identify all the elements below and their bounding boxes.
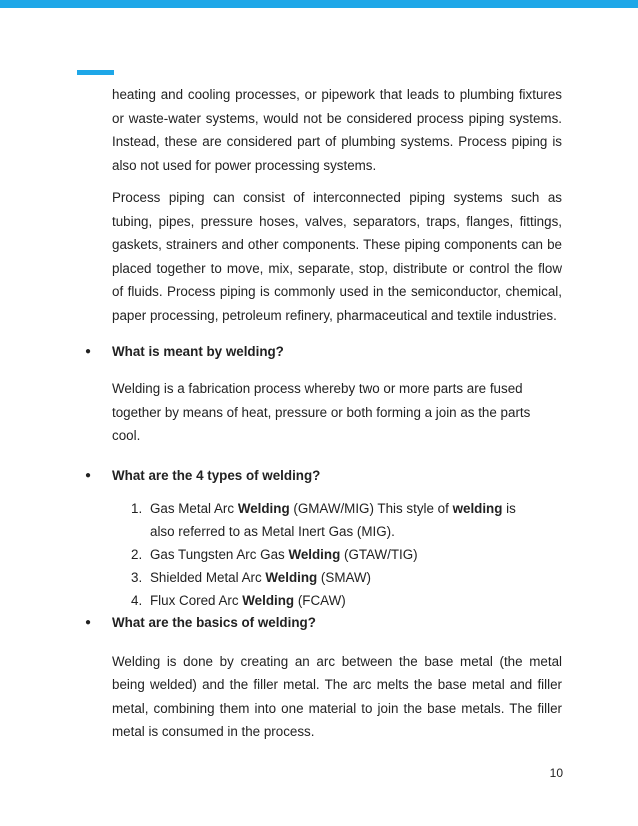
list-item [112, 589, 562, 612]
bullet-icon: ● [84, 616, 92, 628]
list-item [112, 497, 520, 543]
list-number: 1. [131, 500, 143, 516]
list-text: (GTAW/TIG) [340, 546, 418, 562]
answer-paragraph: Welding is done by creating an arc between the base metal (the metal being welded) and the filler metal. The arc melts the base metal and filler metal, combining them into one material to join the base metals. The filler metal is consumed in the process. [112, 653, 562, 739]
page-content [84, 83, 562, 744]
list-text-bold: Welding [288, 546, 341, 562]
bullet-icon: ● [84, 346, 92, 357]
list-text: Shielded Metal Arc [150, 569, 266, 585]
welding-types-list [112, 497, 562, 612]
list-text-bold: Welding [242, 592, 295, 608]
list-item [112, 566, 562, 589]
bullet-icon: ● [84, 469, 92, 481]
list-text: is also referred to as Metal Inert Gas (MIG). [150, 500, 516, 539]
qa-item-welding-types [84, 465, 562, 612]
question-heading: What are the basics of welding? [112, 614, 316, 630]
qa-item-welding-meaning [84, 341, 562, 448]
list-number: 4. [131, 592, 143, 608]
page-number: 10 [549, 766, 563, 780]
list-text-bold: Welding [265, 569, 318, 585]
list-item [112, 543, 562, 566]
list-text: Flux Cored Arc [150, 592, 243, 608]
list-text: (SMAW) [317, 569, 372, 585]
list-text: Gas Tungsten Arc Gas [150, 546, 289, 562]
list-number: 2. [131, 546, 143, 562]
section-accent-mark [77, 70, 114, 75]
list-text-bold: welding [452, 500, 503, 516]
question-heading: What is meant by welding? [112, 344, 284, 359]
intro-paragraph-1: heating and cooling processes, or pipework that leads to plumbing fixtures or waste-water systems, would not be considered process piping systems. Instead, these are considered part of plumbing systems. Process piping is also not used for power processing systems. [112, 87, 562, 173]
list-text: (FCAW) [294, 592, 346, 608]
top-accent-bar [0, 0, 638, 8]
list-number: 3. [131, 569, 143, 585]
answer-paragraph: Welding is a fabrication process whereby two or more parts are fused together by means of heat, pressure or both forming a join as the parts cool. [112, 381, 531, 443]
intro-paragraph-2: Process piping can consist of interconnected piping systems such as tubing, pipes, pressure hoses, valves, separators, traps, flanges, fittings, gaskets, strainers and other components. These piping components can be placed together to move, mix, separate, stop, distribute or control the flow of fluids. Process piping is commonly used in the semiconductor, chemical, paper processing, petroleum refinery, pharmaceutical and textile industries. [112, 190, 562, 323]
qa-item-welding-basics [84, 612, 562, 744]
list-text: Gas Metal Arc [150, 500, 238, 516]
list-text-bold: Welding [237, 500, 290, 516]
question-heading: What are the 4 types of welding? [112, 467, 321, 483]
list-text: (GMAW/MIG) This style of [289, 500, 453, 516]
